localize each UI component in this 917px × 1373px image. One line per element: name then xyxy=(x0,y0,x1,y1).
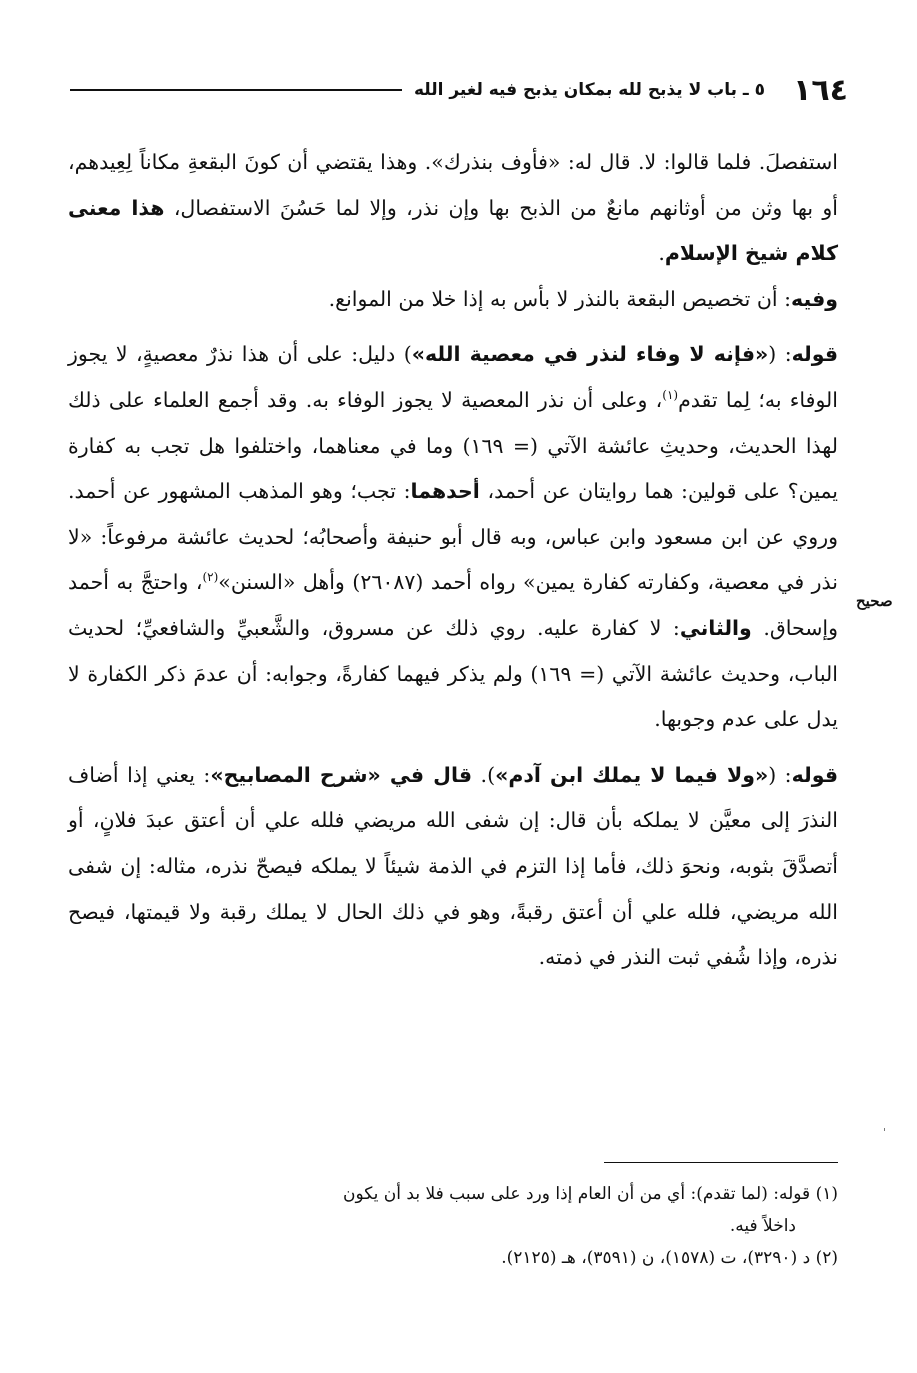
footnote-line: داخلاً فيه. xyxy=(729,1216,796,1236)
footnote-1 xyxy=(70,1178,838,1210)
text-run: ) دليل: على أن هذا نذرٌ معصيةٍ، لا يجوز الوفاء به؛ لِما تقدم xyxy=(68,342,839,412)
margin-note: صحيح xyxy=(856,592,893,610)
footnote-ref-1: (١) xyxy=(662,388,679,403)
footnote-1-continued xyxy=(70,1210,838,1242)
footnote-rule xyxy=(604,1162,838,1163)
text-run: ). xyxy=(472,762,496,787)
footnote-line: (٢) د (٣٢٩٠)، ت (١٥٧٨)، ن (٣٥٩١)، هـ (٢١٢٥). xyxy=(501,1248,838,1268)
text-run: : أن تخصيص البقعة بالنذر لا بأس به إذا خلا من الموانع. xyxy=(328,286,792,311)
text-run: . xyxy=(658,241,665,266)
paragraph-3 xyxy=(68,753,838,981)
bold-run: قوله xyxy=(791,762,838,787)
bold-run: والثاني xyxy=(679,615,752,640)
running-title: ٥ ـ باب لا يذبح لله بمكان يذبح فيه لغير الله xyxy=(413,80,766,100)
text-run: : ( xyxy=(768,342,792,367)
paragraph-1 xyxy=(68,140,838,322)
footnote-ref-2: (٢) xyxy=(202,570,219,585)
page-edge-mark xyxy=(884,1128,885,1131)
bold-run: هذا معنى كلام شيخ الإسلام xyxy=(68,195,838,266)
text-run: استفصلَ. فلما قالوا: لا. قال له: «فأوف بنذرك». وهذا يقتضي أن كونَ البقعةِ مكاناً لِعِيدهم، أو بها وثن من أوثانهم مانعٌ من الذبح بها وإن نذر، وإلا لما حَسُنَ الاستفصال، xyxy=(68,150,839,220)
page-header xyxy=(70,70,848,110)
text-run: : ( xyxy=(768,762,792,787)
text-run: : لا كفارة عليه. روي ذلك عن مسروق، والشَّعبيِّ والشافعيِّ؛ لحديث الباب، وحديث عائشة الآتي (= ١٦٩) ولم يذكر فيهما كفارةً، وجوابه: أن عدمَ ذكر الكفارة لا يدل على عدم وجوبها. xyxy=(68,615,838,732)
page-number: ١٦٤ xyxy=(793,72,848,108)
header-rule xyxy=(70,89,402,91)
bold-run: «ولا فيما لا يملك ابن آدم» xyxy=(495,762,769,787)
text-run: : تجب؛ وهو المذهب المشهور عن أحمد. وروي عن ابن مسعود وابن عباس، وبه قال أبو حنيفة وأصحابُه؛ لحديث عائشة مرفوعاً: «لا نذر في معصية، وكفارته كفارة يمين» رواه أحمد (٢٦٠٨٧) وأهل «السنن» xyxy=(68,479,838,595)
footnotes xyxy=(70,1178,838,1274)
text-run: : يعني إذا أضاف النذرَ إلى معيَّن لا يملكه بأن قال: إن شفى الله مريضي فلله علي أن أعتق عبدَ فلانٍ، أو أتصدَّقَ بثوبه، ونحوَ ذلك، فأما إذا التزم في الذمة شيئاً لا يملكه فيصحّ نذره، مثاله: إن شفى الله مريضي، فلله علي أن أعتق رقبةً، وهو في ذلك الحال لا يملك رقبة ولا قيمتها، فيصح نذره، وإذا شُفي ثبت النذر في ذمته. xyxy=(68,762,838,970)
bold-run: «فإنه لا وفاء لنذر في معصية الله» xyxy=(411,342,769,367)
main-text xyxy=(68,140,838,991)
bold-run: أحدهما xyxy=(410,479,480,504)
bold-run: وفيه xyxy=(791,286,838,311)
bold-run: قال في «شرح المصابيح» xyxy=(210,762,473,787)
text-run: ، وعلى أن نذر المعصية لا يجوز الوفاء به. وقد أجمع العلماء على ذلك لهذا الحديث، وحديثِ عائشة الآتي (= ١٦٩) وما في معناهما، واختلفوا هل تجب به كفارة يمين؟ على قولين: هما روايتان عن أحمد، xyxy=(68,387,838,504)
footnote-line: (١) قوله: (لما تقدم): أي من أن العام إذا ورد على سبب فلا بد أن يكون xyxy=(343,1184,838,1204)
paragraph-2 xyxy=(68,332,838,742)
footnote-2 xyxy=(70,1242,838,1274)
text-run: ، واحتجَّ به أحمد وإسحاق. xyxy=(68,570,838,640)
bold-run: قوله xyxy=(791,342,839,367)
